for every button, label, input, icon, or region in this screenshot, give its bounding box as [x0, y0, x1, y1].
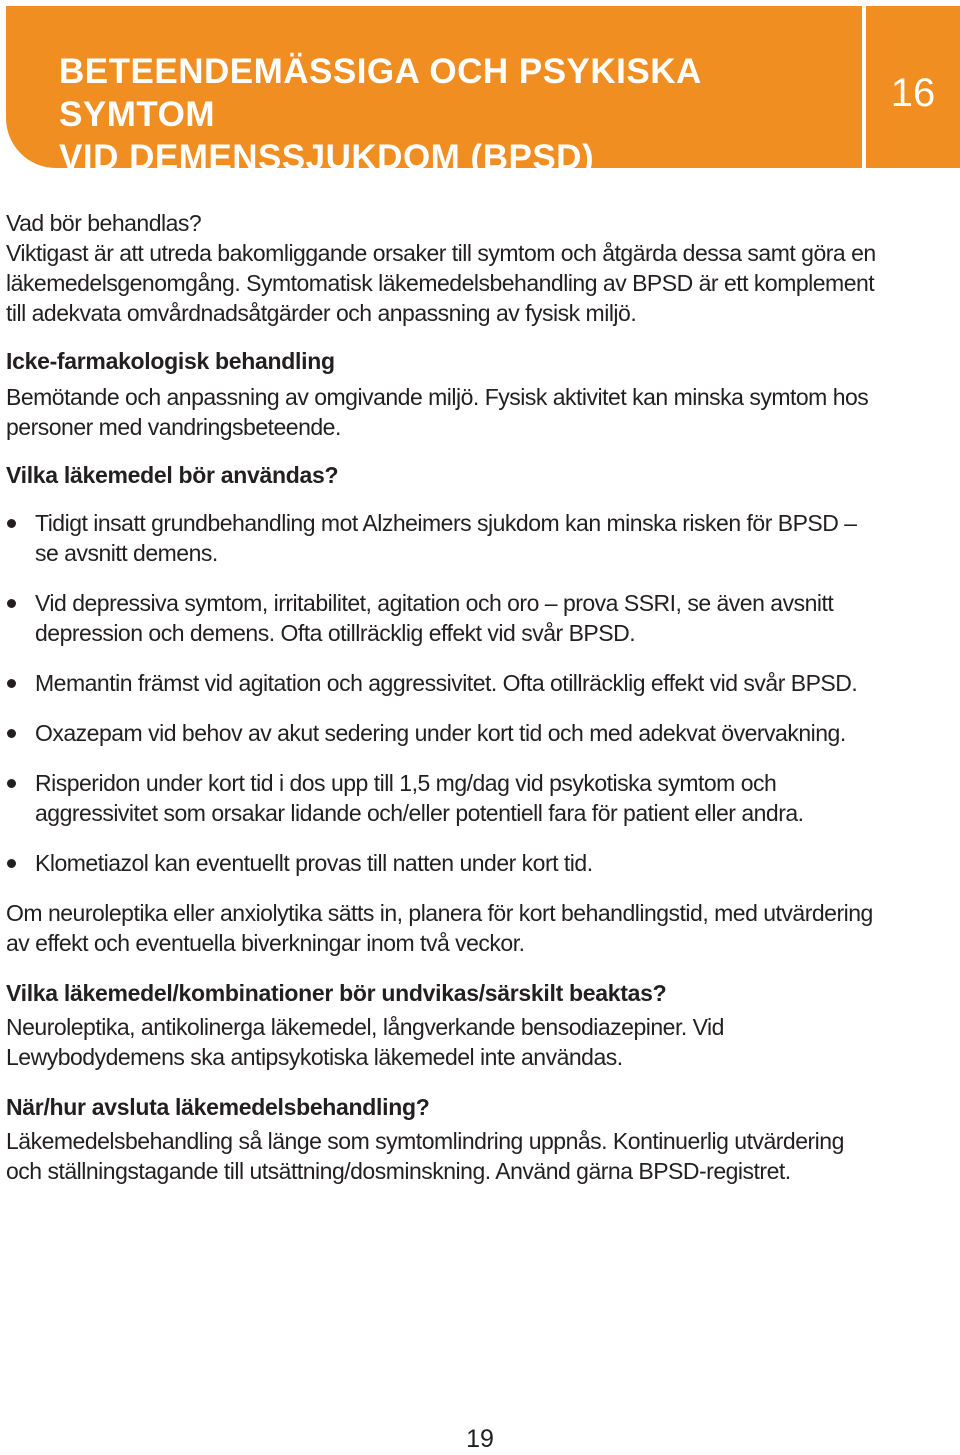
- section-body-ending: Läkemedelsbehandling så länge som symtomlindring uppnås. Kontinuerlig utvärdering och ställningstagande till utsättning/dosminskning. Använd gärna BPSD-registret.: [6, 1128, 844, 1184]
- chapter-number-tab: [866, 6, 960, 168]
- list-item: [6, 508, 876, 568]
- chapter-title-line-2: VID DEMENSSJUKDOM (BPSD): [59, 138, 595, 177]
- section-avoid: [6, 978, 876, 1072]
- section-heading-ending: När/hur avsluta läkemedelsbehandling?: [6, 1094, 430, 1120]
- bullet-dot: [7, 679, 16, 688]
- section-heading-which-drugs: Vilka läkemedel bör användas?: [6, 462, 339, 488]
- chapter-number: 16: [890, 71, 936, 115]
- section-non-pharmacological: [6, 346, 876, 442]
- chapter-title: [59, 50, 862, 179]
- section-ending: [6, 1092, 876, 1186]
- list-item-text: Oxazepam vid behov av akut sedering under kort tid och med adekvat övervakning.: [35, 720, 846, 746]
- list-item-text: Tidigt insatt grundbehandling mot Alzheimers sjukdom kan minska risken för BPSD – se avsnitt demens.: [35, 510, 857, 566]
- drug-recommendation-list: [6, 508, 876, 878]
- section-what-to-treat: [6, 208, 876, 328]
- section-body-what-to-treat: Viktigast är att utreda bakomliggande orsaker till symtom och åtgärda dessa samt göra en läkemedelsgenomgång. Symtomatisk läkemedelsbehandling av BPSD är ett komplement till adekvata omvårdnadsåtgärder och anpassning av fysisk miljö.: [6, 240, 876, 326]
- bullet-dot: [7, 729, 16, 738]
- chapter-title-line-1: BETEENDEMÄSSIGA OCH PSYKISKA SYMTOM: [59, 52, 701, 134]
- section-heading-what-to-treat: Vad bör behandlas?: [6, 210, 202, 236]
- page-number: 19: [466, 1425, 494, 1453]
- list-item-text: Risperidon under kort tid i dos upp till 1,5 mg/dag vid psykotiska symtom och aggressivitet som orsakar lidande och/eller potentiell fara för patient eller andra.: [35, 770, 804, 826]
- list-item: [6, 718, 876, 748]
- list-item-text: Klometiazol kan eventuellt provas till natten under kort tid.: [35, 850, 593, 876]
- bullet-dot: [7, 519, 16, 528]
- section-note-which-drugs: Om neuroleptika eller anxiolytika sätts in, planera för kort behandlingstid, med utvärdering av effekt och eventuella biverkningar inom två veckor.: [6, 900, 873, 956]
- list-item: [6, 588, 876, 648]
- list-item-text: Memantin främst vid agitation och aggressivitet. Ofta otillräcklig effekt vid svår BPSD.: [35, 670, 858, 696]
- bullet-dot: [7, 599, 16, 608]
- chapter-header-band: [6, 6, 862, 177]
- section-body-avoid: Neuroleptika, antikolinerga läkemedel, långverkande bensodiazepiner. Vid Lewybodydemens ska antipsykotiska läkemedel inte användas.: [6, 1014, 724, 1070]
- main-content: [6, 208, 876, 1186]
- section-heading-avoid: Vilka läkemedel/kombinationer bör undvikas/särskilt beaktas?: [6, 980, 667, 1006]
- list-item: [6, 848, 876, 878]
- bullet-dot: [7, 859, 16, 868]
- list-item: [6, 768, 876, 828]
- section-heading-non-pharmacological: Icke-farmakologisk behandling: [6, 348, 335, 374]
- section-which-drugs: [6, 460, 876, 958]
- list-item-text: Vid depressiva symtom, irritabilitet, agitation och oro – prova SSRI, se även avsnitt depression och demens. Ofta otillräcklig effekt vid svår BPSD.: [35, 590, 834, 646]
- bullet-dot: [7, 779, 16, 788]
- list-item: [6, 668, 876, 698]
- section-body-non-pharmacological: Bemötande och anpassning av omgivande miljö. Fysisk aktivitet kan minska symtom hos personer med vandringsbeteende.: [6, 384, 869, 440]
